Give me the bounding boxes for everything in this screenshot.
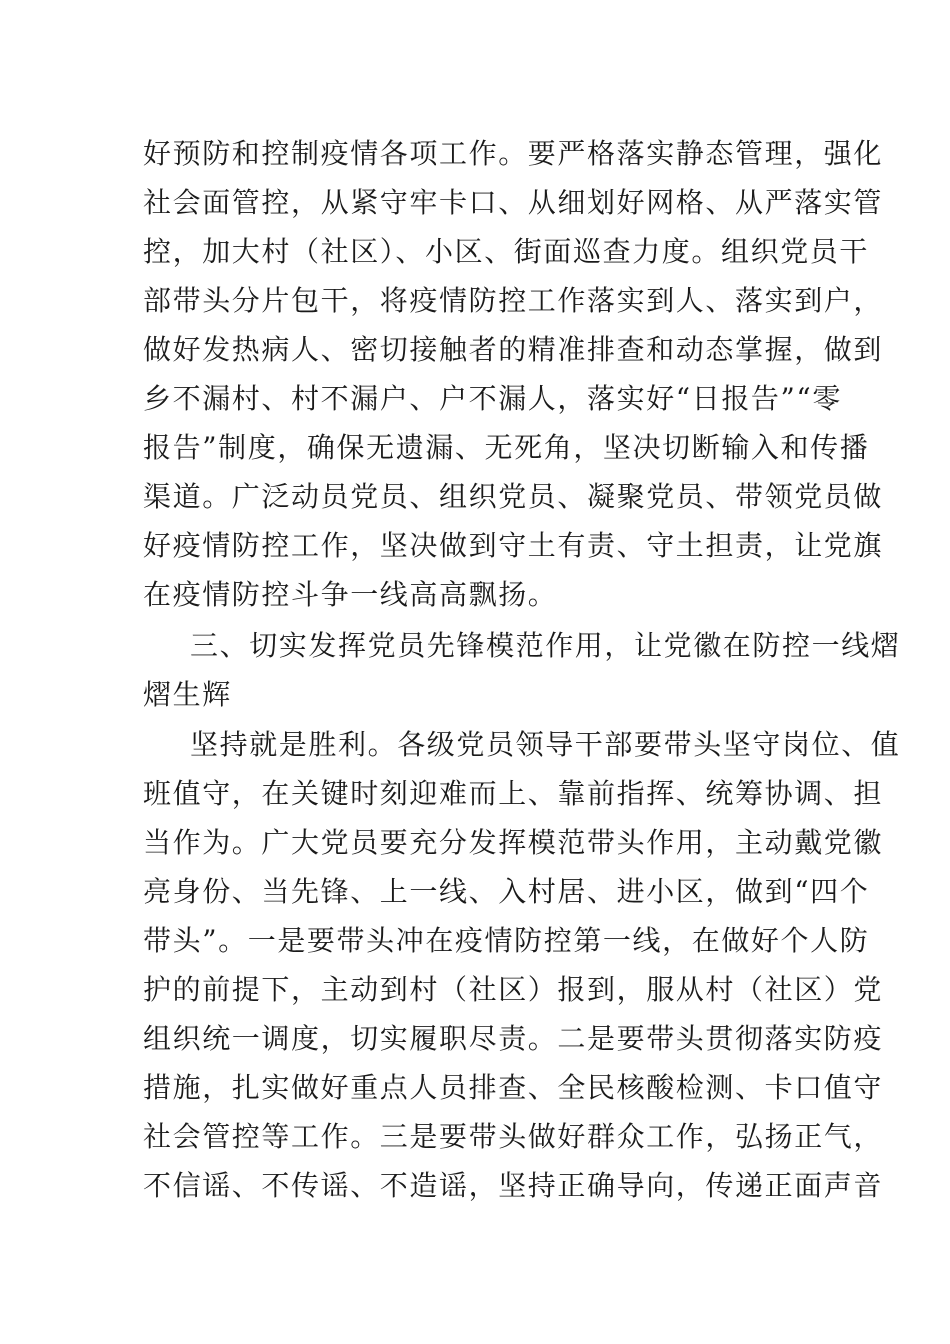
paragraph-line: 部带头分片包干，将疫情防控工作落实到人、落实到户， — [143, 284, 884, 317]
paragraph-line: 控，加大村（社区）、小区、街面巡查力度。组织党员干 — [143, 235, 870, 268]
paragraph-line: 班值守，在关键时刻迎难而上、靠前指挥、统筹协调、担 — [143, 777, 884, 810]
paragraph-line: 社会管控等工作。三是要带头做好群众工作，弘扬正气， — [143, 1120, 884, 1153]
paragraph-line: 报告”制度，确保无遗漏、无死角，坚决切断输入和传播 — [143, 431, 870, 464]
paragraph-line: 渠道。广泛动员党员、组织党员、凝聚党员、带领党员做 — [143, 480, 884, 513]
paragraph-line: 组织统一调度，切实履职尽责。二是要带头贯彻落实防疫 — [143, 1022, 884, 1055]
paragraph-line: 措施，扎实做好重点人员排查、全民核酸检测、卡口值守 — [143, 1071, 884, 1104]
paragraph-line: 好预防和控制疫情各项工作。要严格落实静态管理，强化 — [143, 137, 884, 170]
paragraph-line: 社会面管控，从紧守牢卡口、从细划好网格、从严落实管 — [143, 186, 884, 219]
paragraph-line: 好疫情防控工作，坚决做到守土有责、守土担责，让党旗 — [143, 529, 884, 562]
paragraph-line: 做好发热病人、密切接触者的精准排查和动态掌握，做到 — [143, 333, 884, 366]
paragraph-line: 不信谣、不传谣、不造谣，坚持正确导向，传递正面声音 — [143, 1169, 884, 1202]
paragraph-line: 坚持就是胜利。各级党员领导干部要带头坚守岗位、值 — [190, 728, 901, 761]
section-heading-continued: 熠生辉 — [143, 678, 232, 711]
paragraph-line: 乡不漏村、村不漏户、户不漏人，落实好“日报告”“零 — [143, 382, 842, 415]
paragraph-line: 带头”。一是要带头冲在疫情防控第一线，在做好个人防 — [143, 924, 870, 957]
paragraph-line: 在疫情防控斗争一线高高飘扬。 — [143, 578, 558, 611]
paragraph-line: 护的前提下，主动到村（社区）报到，服从村（社区）党 — [143, 973, 884, 1006]
paragraph-line: 当作为。广大党员要充分发挥模范带头作用，主动戴党徽 — [143, 826, 884, 859]
section-heading: 三、切实发挥党员先锋模范作用，让党徽在防控一线熠 — [190, 629, 901, 662]
paragraph-line: 亮身份、当先锋、上一线、入村居、进小区，做到“四个 — [143, 875, 870, 908]
